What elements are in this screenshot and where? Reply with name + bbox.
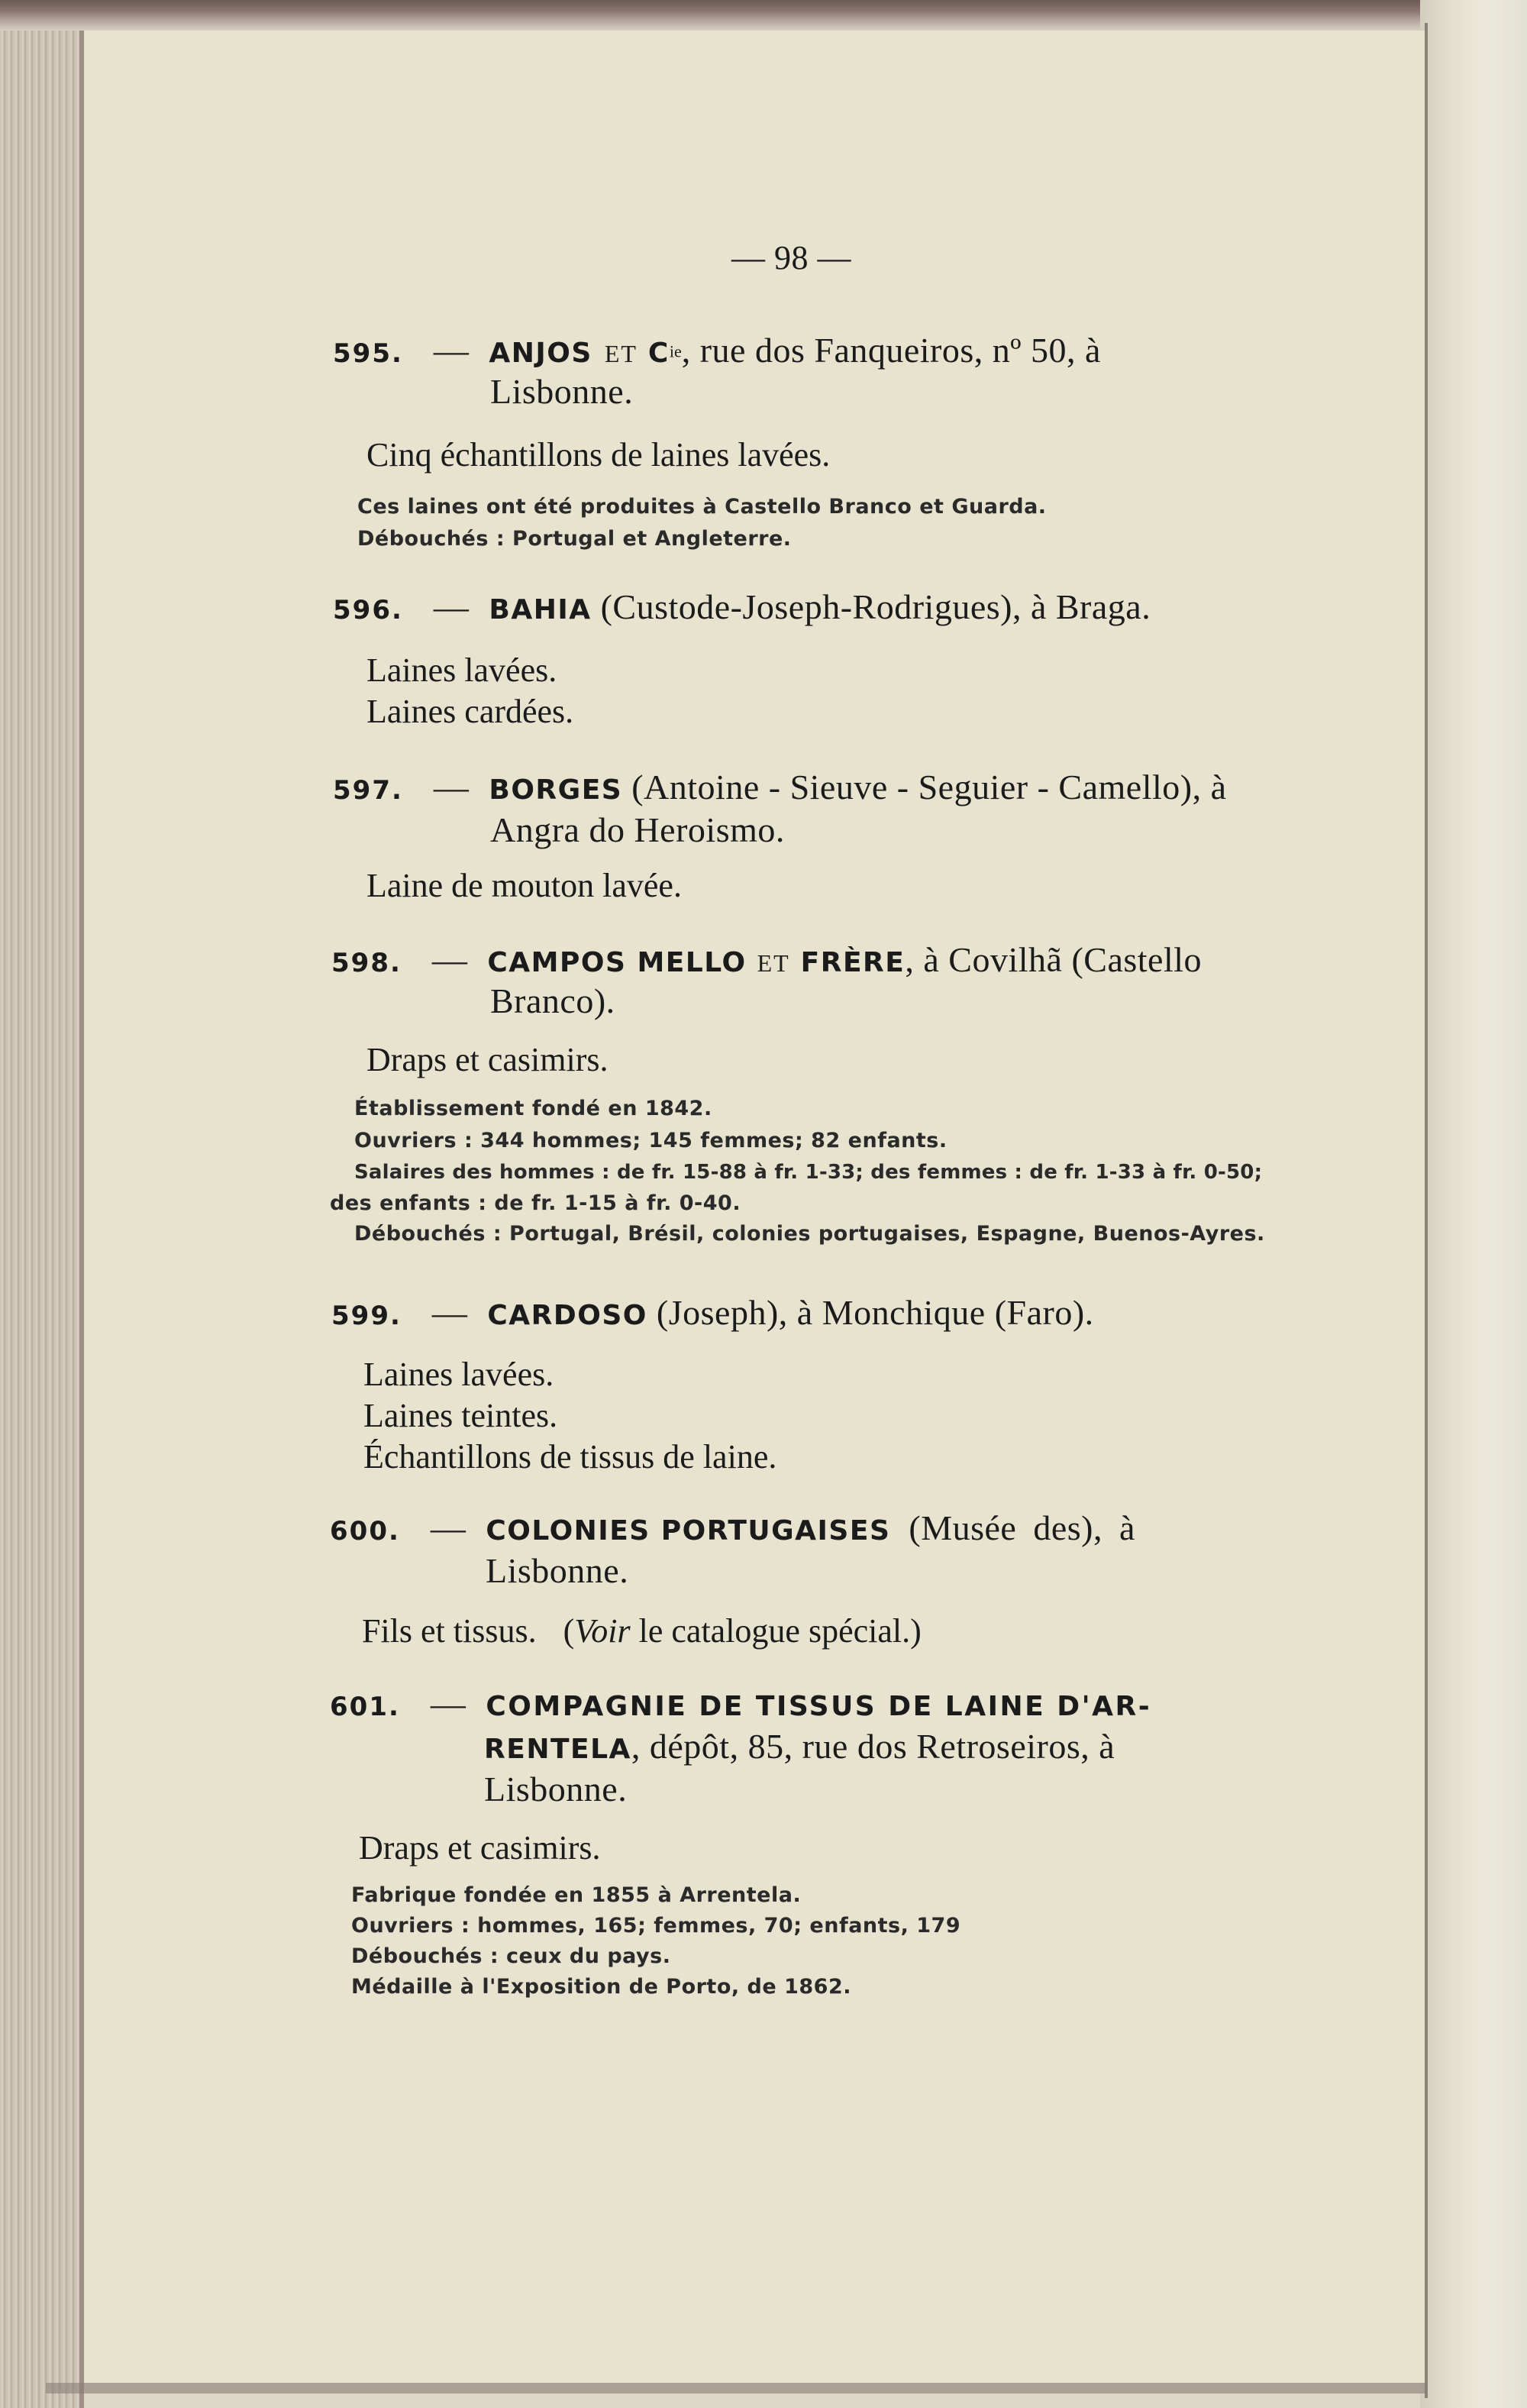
entry-dash: —: [433, 768, 470, 806]
exhibit-item: Laines lavées.: [366, 651, 557, 689]
exhibit-item: Cinq échantillons de laines lavées.: [366, 436, 831, 474]
exhibitor-address-line2: Lisbonne.: [490, 372, 634, 411]
exhibitor-address: (Antoine - Sieuve - Seguier - Camello), à: [631, 768, 1227, 806]
exhibit-item: Laines teintes.: [363, 1397, 558, 1434]
entry-dash: —: [433, 587, 470, 626]
name-connector: ET: [604, 340, 638, 367]
entry-number: 595.: [333, 338, 403, 369]
exhibitor-address: (Custode-Joseph-Rodrigues), à Braga.: [600, 587, 1151, 626]
exhibitor-address: , rue dos Fanqueiros, nº 50, à: [681, 331, 1101, 370]
entry-598-heading: [331, 939, 1202, 980]
exhibitor-address-line2: Branco).: [490, 981, 615, 1020]
superscript: ie: [669, 341, 682, 361]
entry-dash: —: [431, 940, 468, 979]
exhibitor-address: (Joseph), à Monchique (Faro).: [656, 1293, 1094, 1332]
exhibit-item: Laines cardées.: [366, 693, 574, 730]
paren-open: (: [563, 1612, 575, 1650]
entry-600-heading: [330, 1508, 1135, 1548]
entry-597-heading: [333, 767, 1227, 807]
exhibitor-address-line2: Angra do Heroismo.: [490, 810, 785, 849]
exhibitor-address: , à Covilhã (Castello: [905, 940, 1203, 979]
entry-note: Ouvriers : hommes, 165; femmes, 70; enfants, 179: [351, 1914, 961, 1938]
entry-dash: —: [430, 1508, 466, 1547]
entry-number: 599.: [331, 1301, 402, 1331]
entry-dash: —: [431, 1293, 468, 1332]
exhibit-item: Laines lavées.: [363, 1356, 554, 1393]
entry-note: Établissement fondé en 1842.: [354, 1097, 712, 1120]
exhibit-item: [362, 1611, 922, 1650]
page-paper: [84, 31, 1425, 2383]
exhibitor-address: (Musée des), à: [909, 1508, 1135, 1547]
entry-note: Ces laines ont été produites à Castello Branco et Guarda.: [357, 495, 1047, 519]
entry-note: Débouchés : ceux du pays.: [351, 1944, 671, 1968]
entry-note: Débouchés : Portugal et Angleterre.: [357, 527, 792, 551]
entry-number: 597.: [333, 775, 403, 806]
exhibitor-name: BAHIA: [489, 594, 592, 625]
exhibit-text: Fils et tissus.: [362, 1612, 537, 1650]
exhibitor-name: CAMPOS MELLO: [487, 947, 747, 978]
entry-note: Fabrique fondée en 1855 à Arrentela.: [351, 1883, 802, 1907]
page-number: — 98 —: [731, 239, 851, 276]
entry-dash: —: [433, 331, 470, 370]
exhibit-item: Échantillons de tissus de laine.: [363, 1438, 777, 1476]
exhibitor-address: , dépôt, 85, rue dos Retroseiros, à: [631, 1727, 1115, 1766]
entry-number: 596.: [333, 595, 403, 625]
entry-note: des enfants : de fr. 1-15 à fr. 0-40.: [330, 1191, 741, 1215]
exhibitor-name-line2: RENTELA: [484, 1734, 631, 1765]
exhibitor-name: COMPAGNIE DE TISSUS DE LAINE D'AR-: [486, 1691, 1152, 1722]
page-fold-line: [1425, 23, 1428, 2398]
book-top-edge: [0, 0, 1435, 31]
entry-601-line2: [484, 1726, 1115, 1766]
entry-note: Ouvriers : 344 hommes; 145 femmes; 82 enfants.: [354, 1129, 948, 1152]
entry-number: 601.: [330, 1692, 400, 1722]
exhibitor-name: COLONIES PORTUGAISES: [486, 1515, 891, 1547]
entry-596-heading: [333, 587, 1151, 627]
entry-595-heading: [333, 330, 1101, 370]
entry-note: Salaires des hommes : de fr. 15-88 à fr. 1-33; des femmes : de fr. 1-33 à fr. 0-50;: [354, 1161, 1263, 1184]
entry-599-heading: [331, 1292, 1094, 1333]
exhibitor-address-line2: Lisbonne.: [486, 1551, 629, 1590]
exhibitor-name: BORGES: [489, 774, 623, 806]
book-spine: [0, 31, 84, 2408]
exhibitor-address-line3: Lisbonne.: [484, 1770, 628, 1808]
exhibitor-name-2: FRÈRE: [800, 947, 906, 978]
book-bottom-edge: [46, 2383, 1428, 2393]
exhibitor-name: ANJOS: [489, 338, 592, 369]
entry-dash: —: [430, 1684, 466, 1723]
exhibit-item: Draps et casimirs.: [366, 1041, 609, 1078]
entry-number: 598.: [331, 948, 402, 978]
name-connector: ET: [757, 949, 790, 977]
exhibitor-name-2: C: [647, 338, 670, 369]
entry-601-heading: [330, 1683, 1151, 1724]
entry-note: Débouchés : Portugal, Brésil, colonies portugaises, Espagne, Buenos-Ayres.: [354, 1222, 1265, 1246]
exhibit-item: Draps et casimirs.: [359, 1829, 601, 1867]
exhibit-text-2: le catalogue spécial.): [638, 1612, 922, 1650]
entry-note: Médaille à l'Exposition de Porto, de 1862.: [351, 1975, 851, 1999]
exhibit-item: Laine de mouton lavée.: [366, 867, 682, 904]
exhibitor-name: CARDOSO: [487, 1300, 647, 1331]
page-right-margin: [1420, 0, 1527, 2408]
voir-italic: Voir: [574, 1612, 631, 1650]
entry-number: 600.: [330, 1516, 400, 1547]
